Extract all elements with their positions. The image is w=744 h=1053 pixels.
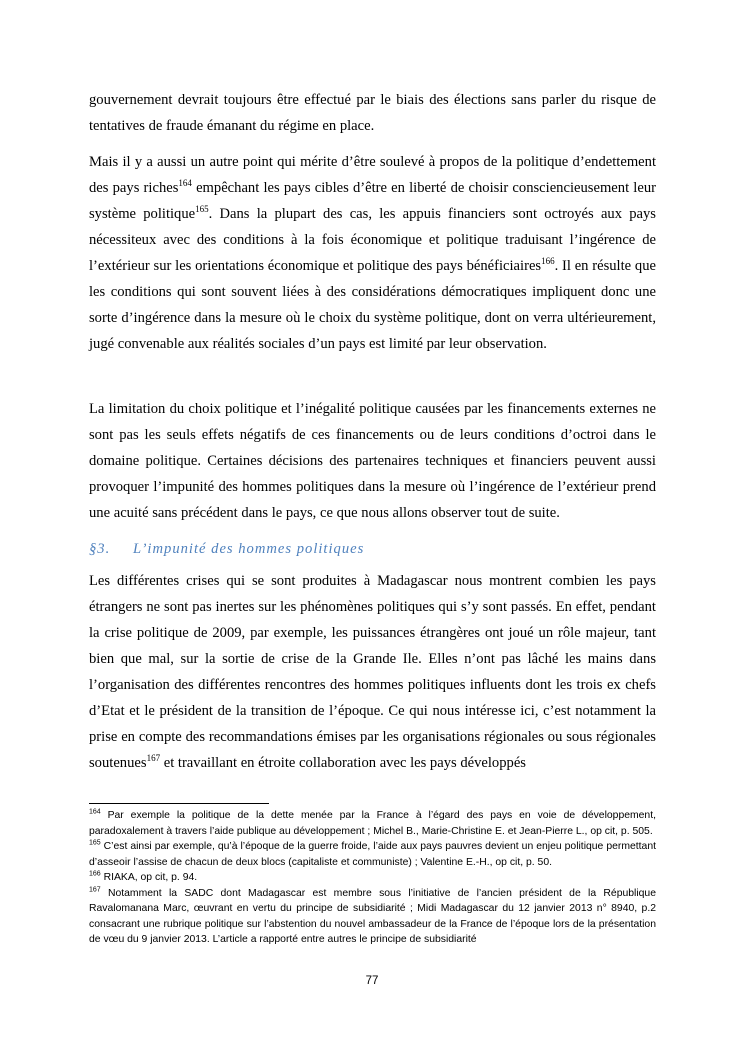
page-number: 77: [365, 975, 379, 987]
footnote-ref-164[interactable]: 164: [178, 178, 192, 189]
paragraph-text: . Dans la plupart des cas, les appuis financiers sont octroyés aux pays nécessiteux avec des conditions à la fois économique et politique traduisant l’ingérence de l’extérieur sur les orientations économique et politique des pays bénéficiaires: [89, 206, 656, 274]
footnote-166: [89, 870, 656, 886]
footnote-ref-166[interactable]: 166: [541, 256, 555, 267]
footnote-number: 167: [89, 886, 101, 894]
paragraph-4: [89, 568, 656, 776]
footnote-text: Par exemple la politique de la dette menée par la France à l’égard des pays en voie de développement, paradoxalement à travers l’aide publique au développement ; Michel B., Marie-Christine E. et Jean-Pierre L., op cit, p. 505.: [89, 810, 656, 837]
footnotes: [89, 808, 656, 948]
paragraph-1: [89, 87, 656, 139]
footnote-164: [89, 808, 656, 839]
footnote-number: 166: [89, 870, 101, 878]
footnote-separator: [89, 803, 269, 804]
footnote-text: C’est ainsi par exemple, qu’à l’époque de la guerre froide, l’aide aux pays pauvres devient un enjeu politique permettant d’asseoir l’assise de chacun de deux blocs (capitaliste et communiste) ; Valentine E.-H., op cit, p. 50.: [89, 841, 656, 868]
paragraph-text: et travaillant en étroite collaboration avec les pays développés: [160, 755, 526, 771]
paragraph-2: [89, 149, 656, 357]
footnote-text: Notamment la SADC dont Madagascar est membre sous l’initiative de l’ancien président de la République Ravalomanana Marc, œuvrant en vertu du principe de subsidiarité ; Midi Madagascar du 12 janvier 2013 n° 8940, p.2 consacrant une rubrique politique sur l’abstention du nouvel ambassadeur de la France de l’époque lors de la présentation de vœu du 9 janvier 2013. L’article a rapporté entre autres le principe de subsidiarité: [89, 887, 656, 945]
paragraph-text: Mais il y a aussi un autre point qui mérite d’être soulevé à propos de la politique d’endettement des pays riches: [89, 154, 656, 196]
footnote-167: [89, 886, 656, 948]
paragraph-text: . Il en résulte que les conditions qui sont souvent liées à des considérations démocratiques impliquent donc une sorte d’ingérence dans la mesure où le choix du système politique, dont on verra ultérieurement, jugé convenable aux réalités sociales d’un pays est limité par leur observation.: [89, 258, 656, 352]
paragraph-text: empêchant les pays cibles d’être en liberté de choisir consciencieusement leur système politique: [89, 180, 656, 222]
paragraph-text: Les différentes crises qui se sont produites à Madagascar nous montrent combien les pays étrangers ne sont pas inertes sur les phénomènes politiques qui s’y sont passés. En effet, pendant la crise politique de 2009, par exemple, les puissances étrangères ont joué un rôle majeur, tant bien que mal, sur la sortie de crise de la Grande Ile. Elles n’ont pas lâché les mains dans l’organisation des différentes rencontres des hommes politiques influents dont les trois ex chefs d’Etat et le président de la transition de l’époque. Ce qui nous intéresse ici, c’est notamment la prise en compte des recommandations émises par les organisations régionales ou sous régionales soutenues: [89, 573, 656, 771]
footnote-text: RIAKA, op cit, p. 94.: [100, 872, 198, 883]
paragraph-text: gouvernement devrait toujours être effectué par le biais des élections sans parler du risque de tentatives de fraude émanant du régime en place.: [89, 92, 656, 134]
footnote-number: 165: [89, 839, 101, 847]
footnote-ref-165[interactable]: 165: [195, 204, 209, 215]
paragraph-3: [89, 396, 656, 526]
section-number: §3.: [89, 541, 111, 557]
section-title: L’impunité des hommes politiques: [133, 541, 365, 557]
footnote-number: 164: [89, 808, 101, 816]
section-heading: [89, 536, 656, 562]
paragraph-text: La limitation du choix politique et l’inégalité politique causées par les financements externes ne sont pas les seuls effets négatifs de ces financements ou de leurs conditions d’octroi dans le domaine politique. Certaines décisions des partenaires techniques et financiers peuvent aussi provoquer l’impunité des hommes politiques dans la mesure où l’ingérence de l’extérieur prend une acuité sans précédent dans le pays, ce que nous allons observer tout de suite.: [89, 401, 656, 521]
footnote-165: [89, 839, 656, 870]
footnote-ref-167[interactable]: 167: [146, 753, 161, 764]
